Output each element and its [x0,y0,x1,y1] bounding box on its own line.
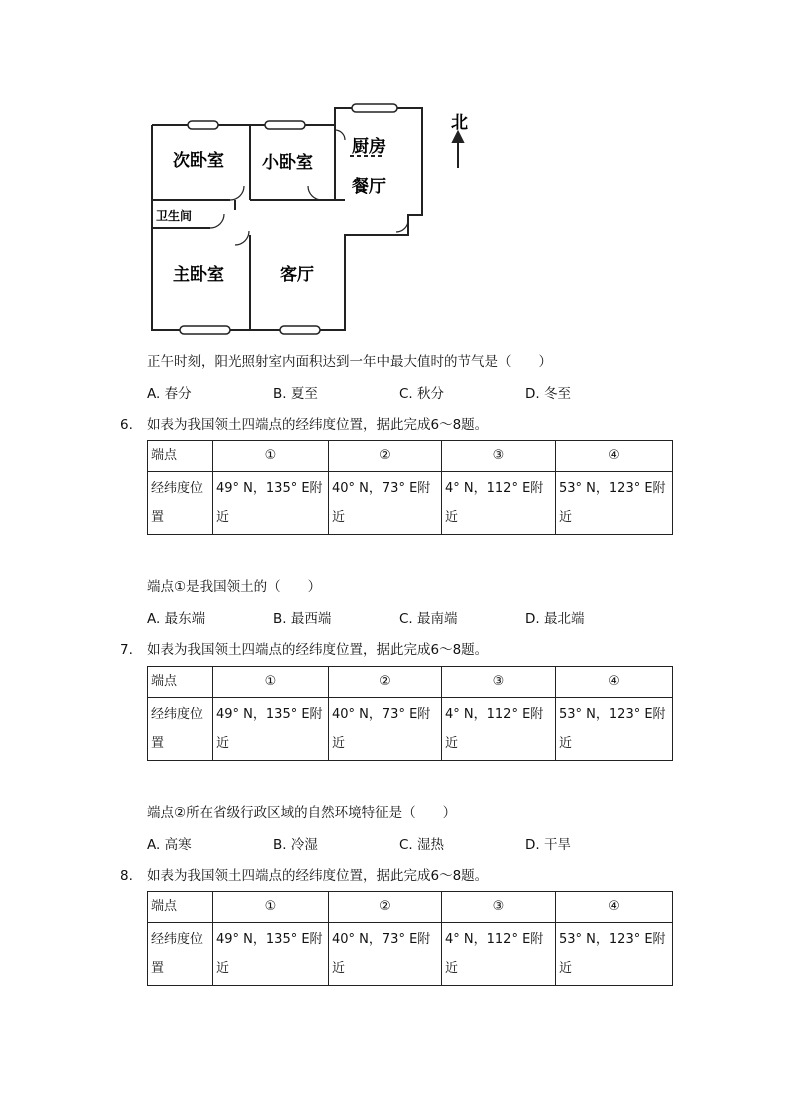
q6-options [147,609,584,629]
table-cell: 53° N，123° E附近 [559,932,666,976]
endpoint-table-q6 [147,440,673,535]
table-row-label: 经纬度位置 [151,932,204,976]
table-row [148,698,673,761]
q7-options [147,835,571,855]
table-header-cell: ③ [442,441,556,472]
q6-option-d[interactable]: D. 最北端 [525,611,585,627]
table-cell: 4° N，112° E附近 [445,707,544,751]
table-header-cell: ④ [556,892,673,923]
q7-number: 7. [120,642,133,658]
q7-option-b[interactable]: B. 冷湿 [273,837,318,853]
table-row [148,472,673,535]
table-header-cell: 端点 [148,441,213,472]
q8-number: 8. [120,868,133,884]
table-header-cell: ① [213,441,329,472]
north-label: 北 [451,113,468,133]
table-header-cell: ④ [556,667,673,698]
q6-option-a[interactable]: A. 最东端 [147,611,206,627]
q5-stem: 正午时刻，阳光照射室内面积达到一年中最大值时的节气是（ ） [147,354,552,370]
table-header-row [148,667,673,698]
table-cell: 49° N，135° E附近 [216,481,323,525]
table-cell: 4° N，112° E附近 [445,481,544,525]
table-header-cell: 端点 [148,892,213,923]
q5-option-d[interactable]: D. 冬至 [525,386,571,402]
table-header-cell: ① [213,667,329,698]
q7-option-a[interactable]: A. 高寒 [147,837,192,853]
table-row-label: 经纬度位置 [151,707,204,751]
table-header-row [148,892,673,923]
q8-intro: 如表为我国领土四端点的经纬度位置，据此完成6～8题。 [147,868,489,884]
q6-intro: 如表为我国领土四端点的经纬度位置，据此完成6～8题。 [147,417,489,433]
q6-stem: 端点①是我国领土的（ ） [147,579,322,595]
room-small-bedroom: 小卧室 [262,153,313,173]
table-cell: 49° N，135° E附近 [216,707,323,751]
table-header-cell: ④ [556,441,673,472]
table-cell: 40° N，73° E附近 [332,481,431,525]
q5-option-c[interactable]: C. 秋分 [399,386,445,402]
q7-intro: 如表为我国领土四端点的经纬度位置，据此完成6～8题。 [147,642,489,658]
q5-option-b[interactable]: B. 夏至 [273,386,318,402]
q5-options [147,384,571,404]
room-bathroom: 卫生间 [156,209,193,223]
room-kitchen: 厨房 [352,137,386,157]
table-cell: 4° N，112° E附近 [445,932,544,976]
q6-option-b[interactable]: B. 最西端 [273,611,332,627]
room-second-bedroom: 次卧室 [173,151,224,171]
table-cell: 53° N，123° E附近 [559,707,666,751]
room-living-room: 客厅 [280,265,314,285]
q7-stem: 端点②所在省级行政区域的自然环境特征是（ ） [147,805,457,821]
table-header-row [148,441,673,472]
room-master-bedroom: 主卧室 [173,265,224,285]
table-header-cell: ② [329,892,442,923]
q5-option-a[interactable]: A. 春分 [147,386,192,402]
table-header-cell: ② [329,441,442,472]
q7-option-d[interactable]: D. 干旱 [525,837,571,853]
q6-option-c[interactable]: C. 最南端 [399,611,458,627]
q6-number: 6. [120,417,133,433]
table-cell: 40° N，73° E附近 [332,932,431,976]
q7-option-c[interactable]: C. 湿热 [399,837,445,853]
table-header-cell: ③ [442,892,556,923]
table-cell: 40° N，73° E附近 [332,707,431,751]
endpoint-table-q8 [147,891,673,986]
table-header-cell: ① [213,892,329,923]
table-header-cell: 端点 [148,667,213,698]
table-row-label: 经纬度位置 [151,481,204,525]
floor-plan-figure [140,100,480,340]
endpoint-table-q7 [147,666,673,761]
table-header-cell: ③ [442,667,556,698]
table-cell: 49° N，135° E附近 [216,932,323,976]
table-header-cell: ② [329,667,442,698]
table-row [148,923,673,986]
table-cell: 53° N，123° E附近 [559,481,666,525]
room-dining: 餐厅 [352,177,386,197]
